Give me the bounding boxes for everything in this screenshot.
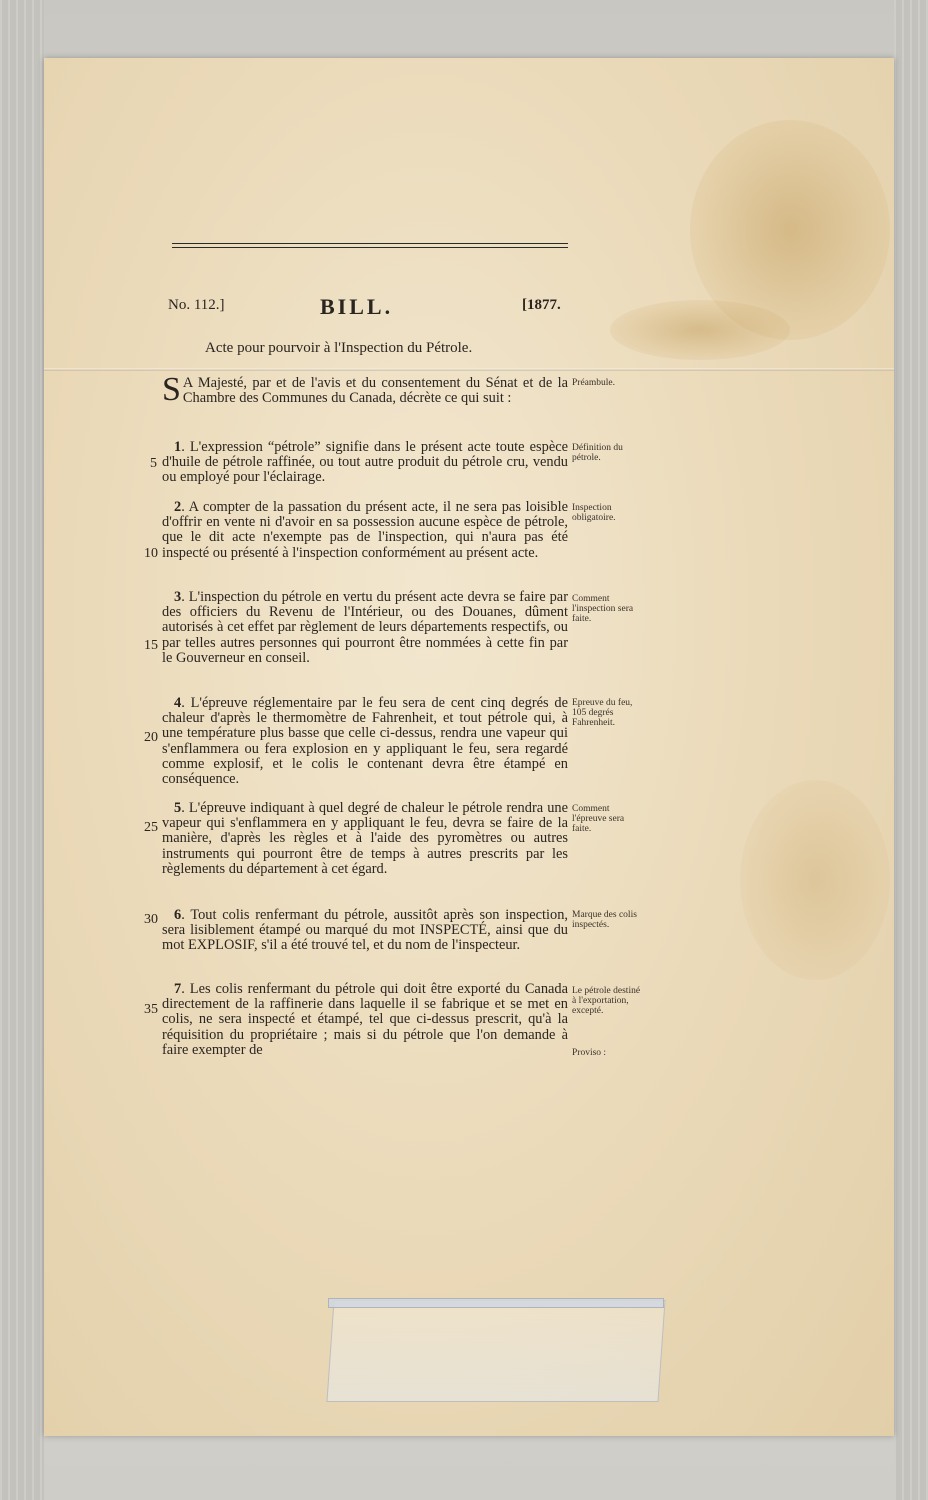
section-2 [162,500,568,561]
section-number: 7 [174,981,182,997]
preamble-text: A Majesté, par et de l'avis et du consentement du Sénat et de la Chambre des Communes du Canada, décrète ce qui suit : [182,375,568,407]
margin-note-proviso: Proviso : [572,1048,607,1058]
line-number: 5 [150,456,157,471]
backdrop-left [0,0,44,1500]
section-6 [162,908,568,954]
backdrop-right [894,0,928,1500]
section-number: 6 [174,907,182,923]
section-number: 1 [174,439,182,455]
section-number: 4 [174,695,182,711]
bill-subtitle: Acte pour pourvoir à l'Inspection du Pétrole. [205,340,473,356]
section-text: . L'épreuve réglementaire par le feu sera de cent cinq degrés de chaleur d'après le thermomètre de Fahrenheit, et tout pétrole qui, à une température plus basse que celle ci-dessus, rendra une vapeur qui s'enflammera ou fera explosion en y appliquant le feu, sera regardé comme explosif, et le colis le contenant devra être étampé en conséquence. [162,695,568,788]
line-number: 20 [144,730,158,745]
preamble-dropcap: S [162,371,181,408]
line-number: 15 [144,638,158,653]
section-text: . A compter de la passation du présent acte, il ne sera pas loisible d'offrir en vente ni d'avoir en sa possession aucune espèce de pétrole, que le dit acte n'exempte pas de l'inspection, qui n'aura pas été inspecté ou présenté à l'inspection conformément au présent acte. [162,499,568,561]
margin-note-section-2: Inspection obligatoire. [572,503,616,523]
section-text: . L'inspection du pétrole en vertu du présent acte devra se faire par des officiers du Revenu de l'Intérieur, ou des Douanes, dûment autorisés à cet effet par règlement de leurs départements respectifs, ou par telles autres personnes qui pourront être nommées à cette fin par le Gouverneur en conseil. [162,589,568,666]
margin-note-section-4: Epreuve du feu, 105 degrés Fahrenheit. [572,698,633,728]
section-text: . Tout colis renfermant du pétrole, aussitôt après son inspection, sera lisiblement étampé ou marqué du mot INSPECTÉ, ainsi que du mot EXPLOSIF, s'il a été trouvé tel, et du nom de l'inspecteur. [162,907,568,954]
line-number: 10 [144,546,158,561]
section-number: 5 [174,800,182,816]
section-1 [162,440,568,486]
section-7 [162,982,568,1058]
acrylic-stand [326,1300,665,1402]
section-3 [162,590,568,666]
section-5 [162,801,568,877]
header-rule-bottom [172,247,568,248]
margin-note-section-5: Comment l'épreuve sera faite. [572,804,625,834]
margin-note-section-6: Marque des colis inspectés. [572,910,637,930]
margin-note-section-3: Comment l'inspection sera faite. [572,594,634,624]
section-number: 2 [174,499,182,515]
header-rule-top [172,243,568,244]
water-stain [740,780,890,980]
acrylic-stand-lip [328,1298,664,1308]
section-text: . Les colis renfermant du pétrole qui doit être exporté du Canada directement de la raffinerie dans laquelle il se fabrique et se met en colis, ne sera inspecté et étampé, tel que ci-dessus prescrit, qu'à la réquisition du propriétaire ; mais si du pétrole que l'on demande à faire exempter de [162,981,568,1058]
section-text: . L'épreuve indiquant à quel degré de chaleur le pétrole rendra une vapeur qui s'enflammera en y appliquant le feu, devra se faire de la manière, d'après les règles et à l'aide des pyromètres ou autres instruments qui pourront être de temps à autres prescrits par les règlements du département à cet égard. [162,800,568,877]
line-number: 35 [144,1002,158,1017]
section-4 [162,696,568,787]
margin-note-preamble: Préambule. [572,378,616,388]
margin-note-section-7: Le pétrole destiné à l'exportation, excepté. [572,986,641,1016]
section-text: . L'expression “pétrole” signifie dans le présent acte toute espèce d'huile de pétrole raffinée, ou tout autre produit du pétrole cru, vendu ou employé pour l'éclairage. [162,439,568,486]
bill-number: No. 112.] [168,297,225,313]
line-number: 25 [144,820,158,835]
water-stain [610,300,790,360]
section-number: 3 [174,589,182,605]
bill-year: [1877. [522,297,561,313]
preamble-paragraph [162,371,568,408]
margin-note-section-1: Définition du pétrole. [572,443,623,463]
line-number: 30 [144,912,158,927]
bill-title: BILL. [320,294,394,319]
